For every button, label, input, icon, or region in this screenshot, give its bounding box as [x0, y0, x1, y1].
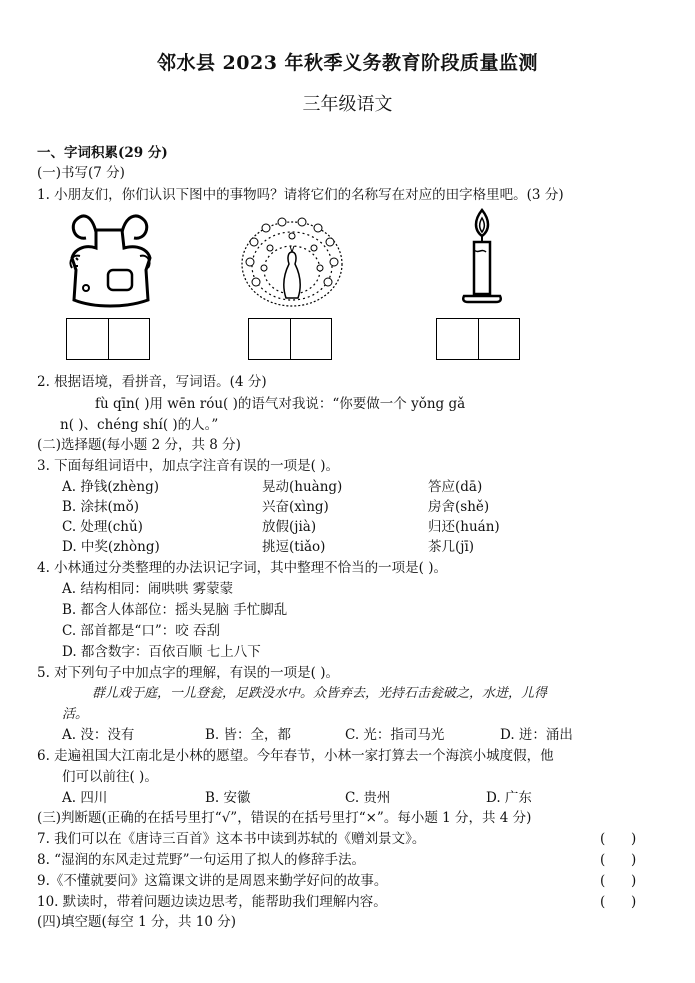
peacock-icon	[240, 212, 344, 312]
q4-option: C. 部首都是“口”：咬 吞刮	[62, 623, 221, 639]
page-title: 邻水县 2023 年秋季义务教育阶段质量监测	[156, 52, 539, 74]
question-2-line-2: n( )、chéng shí( )的人。”	[60, 417, 219, 433]
answer-paren[interactable]: ( )	[600, 873, 637, 889]
q3-option: B. 涂抹(mǒ)	[62, 499, 139, 515]
writing-grid-1[interactable]	[66, 318, 150, 360]
q3-option: 晃动(huàng)	[262, 479, 343, 495]
q5-passage-line-2: 活。	[62, 707, 89, 722]
question-2-line-1: fù qīn( )用 wēn róu( )的语气对我说：“你要做一个 yǒng gǎ	[95, 396, 466, 412]
question-4: 4. 小林通过分类整理的办法识记字词，其中整理不恰当的一项是( )。	[37, 560, 447, 576]
judge-item: 9.《不懂就要问》这篇课文讲的是周恩来勤学好问的故事。	[37, 873, 388, 889]
q6-option: D. 广东	[486, 790, 532, 806]
q3-option: 归还(huán)	[428, 519, 500, 535]
q3-option: 茶几(jī)	[428, 539, 475, 555]
q5-passage-line-1: 群儿戏于庭，一儿登瓮，足跌没水中。众皆弃去，光持石击瓮破之，水迸，儿得	[92, 686, 548, 701]
subsection-writing: (一)书写(7 分)	[37, 165, 125, 181]
q3-option: 答应(dā)	[428, 479, 483, 495]
q5-option: A. 没：没有	[62, 727, 135, 743]
subsection-fill: (四)填空题(每空 1 分，共 10 分)	[37, 914, 236, 930]
q6-option: B. 安徽	[205, 790, 251, 806]
q3-option: A. 挣钱(zhèng)	[62, 479, 159, 495]
q3-option: 挑逗(tiǎo)	[262, 539, 326, 555]
judge-item: 8. “湿润的东风走过荒野”一句运用了拟人的修辞手法。	[37, 852, 365, 868]
q5-option: C. 光：指司马光	[345, 727, 445, 743]
q3-option: D. 中奖(zhòng)	[62, 539, 160, 555]
subsection-judge: (三)判断题(正确的在括号里打“√”，错误的在括号里打“×”。每小题 1 分，共 4 分)	[37, 810, 532, 826]
candle-icon	[452, 208, 512, 312]
q6-option: C. 贵州	[345, 790, 391, 806]
answer-paren[interactable]: ( )	[600, 852, 637, 868]
question-6-line-1: 6. 走遍祖国大江南北是小林的愿望。今年春节，小林一家打算去一个海滨小城度假，他	[37, 748, 554, 764]
writing-grid-3[interactable]	[436, 318, 520, 360]
subsection-choice: (二)选择题(每小题 2 分，共 8 分)	[37, 437, 241, 453]
answer-paren[interactable]: ( )	[600, 831, 637, 847]
q3-option: 房舍(shě)	[428, 499, 490, 515]
q4-option: B. 都含人体部位：摇头晃脑 手忙脚乱	[62, 602, 288, 618]
q4-option: A. 结构相同：闹哄哄 雾蒙蒙	[62, 581, 234, 597]
answer-paren[interactable]: ( )	[600, 894, 637, 910]
judge-item: 7. 我们可以在《唐诗三百首》这本书中读到苏轼的《赠刘景文》。	[37, 831, 426, 847]
writing-grid-2[interactable]	[248, 318, 332, 360]
question-6-line-2: 们可以前往( )。	[62, 769, 158, 785]
q3-option: 兴奋(xìng)	[262, 499, 329, 515]
question-5: 5. 对下列句子中加点字的理解，有误的一项是( )。	[37, 665, 339, 681]
section-heading: 一、字词积累(29 分)	[37, 145, 168, 161]
q5-option: D. 迸：涌出	[500, 727, 573, 743]
apron-icon	[66, 210, 154, 314]
page-subtitle: 三年级语文	[302, 94, 393, 115]
q4-option: D. 都含数字：百依百顺 七上八下	[62, 644, 261, 660]
q3-option: 放假(jià)	[262, 519, 317, 535]
judge-item: 10. 默读时，带着问题边读边思考，能帮助我们理解内容。	[37, 894, 387, 910]
question-3: 3. 下面每组词语中，加点字注音有误的一项是( )。	[37, 458, 339, 474]
question-2: 2. 根据语境，看拼音，写词语。(4 分)	[37, 374, 267, 390]
question-1: 1. 小朋友们，你们认识下图中的事物吗？请将它们的名称写在对应的田字格里吧。(3 分)	[37, 187, 564, 203]
q5-option: B. 皆：全，都	[205, 727, 292, 743]
q6-option: A. 四川	[62, 790, 108, 806]
q3-option: C. 处理(chǔ)	[62, 519, 143, 535]
